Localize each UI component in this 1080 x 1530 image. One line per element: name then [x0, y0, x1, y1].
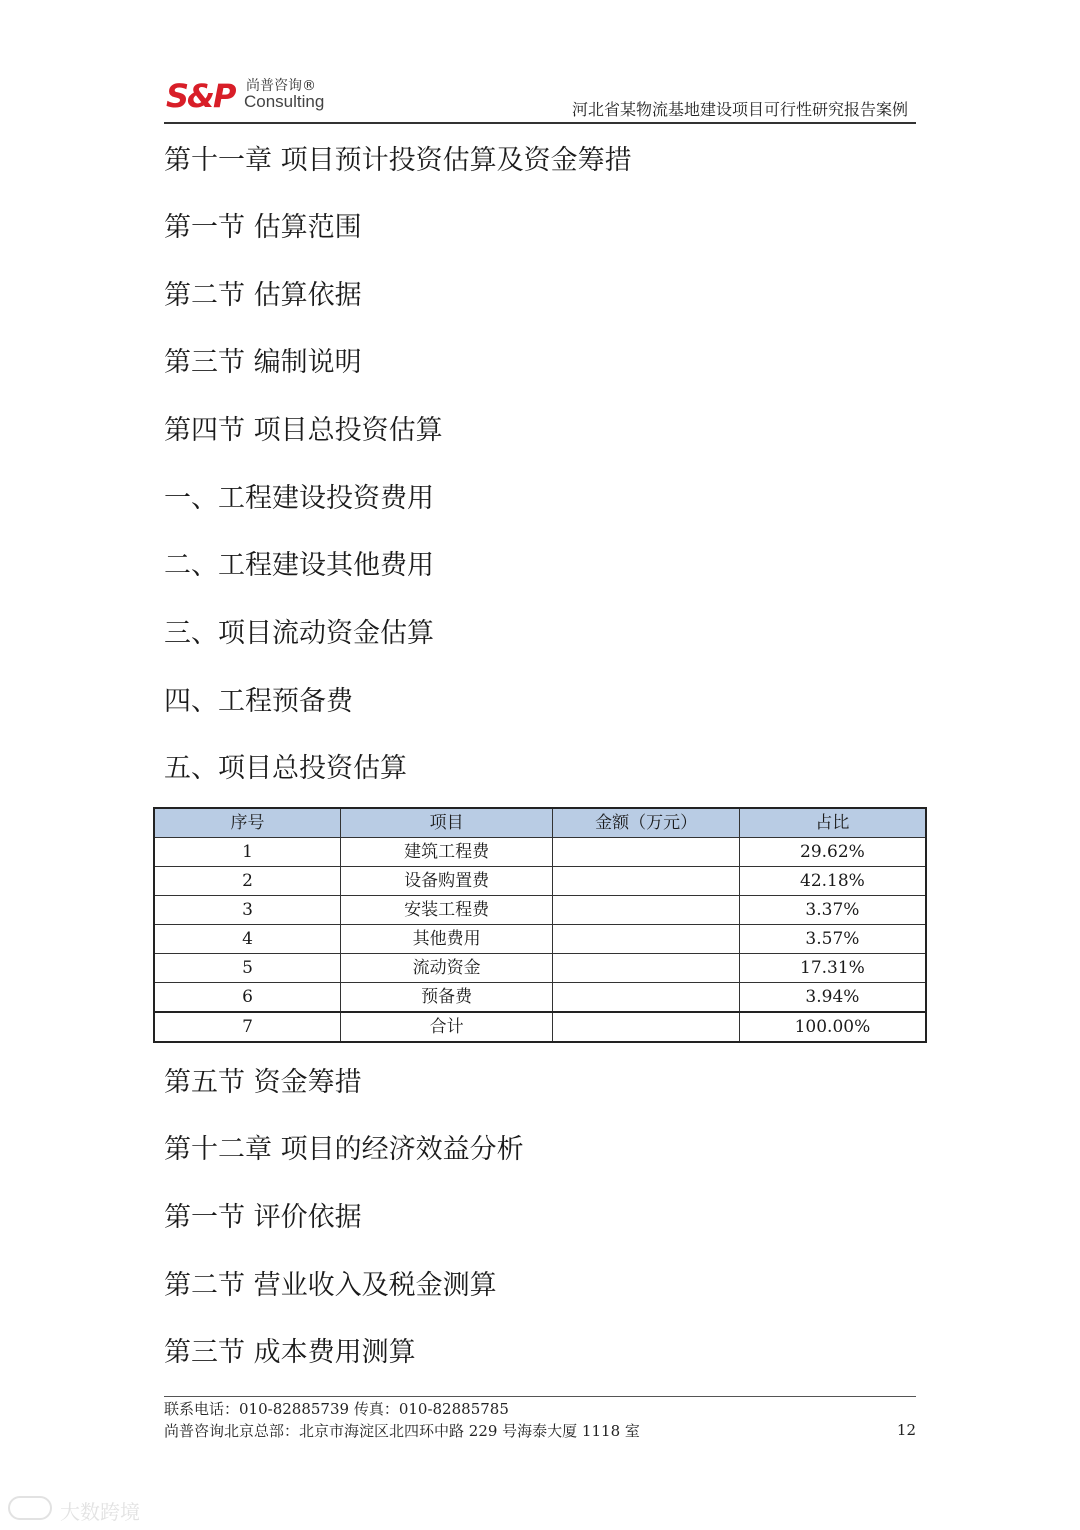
- cell-ratio: 3.57%: [739, 925, 926, 954]
- cell-item: 流动资金: [340, 954, 552, 983]
- cell-amount: [553, 1012, 740, 1042]
- table-row: [154, 954, 926, 983]
- watermark-logo-icon: [8, 1496, 52, 1520]
- cell-item: 其他费用: [340, 925, 552, 954]
- subsection-heading: 三、项目流动资金估算: [164, 618, 434, 649]
- section-heading: 第一节 评价依据: [164, 1202, 362, 1233]
- section-heading: 第二节 估算依据: [164, 280, 362, 311]
- section-heading: 第三节 成本费用测算: [164, 1337, 416, 1368]
- subsection-heading: 四、工程预备费: [164, 686, 353, 717]
- header-cell-amount: 金额（万元）: [553, 808, 740, 838]
- header-cell-item: 项目: [340, 808, 552, 838]
- section-heading: 第一节 估算范围: [164, 212, 362, 243]
- cell-index: 2: [154, 867, 340, 896]
- cell-amount: [553, 896, 740, 925]
- header-divider: [164, 122, 916, 124]
- cell-amount: [553, 867, 740, 896]
- watermark: [8, 1494, 148, 1524]
- document-title: 河北省某物流基地建设项目可行性研究报告案例: [571, 100, 908, 119]
- cell-index: 6: [154, 983, 340, 1013]
- cell-item: 合计: [340, 1012, 552, 1042]
- cell-amount: [553, 954, 740, 983]
- table-row: [154, 867, 926, 896]
- subsection-heading: 五、项目总投资估算: [164, 753, 407, 784]
- cell-ratio: 42.18%: [739, 867, 926, 896]
- header-cell-index: 序号: [154, 808, 340, 838]
- header-cell-ratio: 占比: [739, 808, 926, 838]
- cell-index: 3: [154, 896, 340, 925]
- table-row: [154, 925, 926, 954]
- cell-index: 7: [154, 1012, 340, 1042]
- cell-item: 建筑工程费: [340, 838, 552, 867]
- footer-contact: 联系电话：010-82885739 传真：010-82885785: [164, 1400, 509, 1418]
- section-heading: 第五节 资金筹措: [164, 1067, 362, 1098]
- cell-ratio: 29.62%: [739, 838, 926, 867]
- table-row: [154, 838, 926, 867]
- cell-item: 安装工程费: [340, 896, 552, 925]
- page-number: 12: [896, 1421, 916, 1439]
- investment-estimate-table: [153, 807, 927, 1043]
- logo-mark: S&P: [166, 77, 235, 115]
- table-header-row: [154, 808, 926, 838]
- logo-english-name: Consulting: [244, 92, 325, 111]
- section-heading: 第三节 编制说明: [164, 347, 362, 378]
- table-row: [154, 896, 926, 925]
- cell-index: 1: [154, 838, 340, 867]
- cell-amount: [553, 838, 740, 867]
- section-heading: 第二节 营业收入及税金测算: [164, 1270, 497, 1301]
- subsection-heading: 二、工程建设其他费用: [164, 550, 434, 581]
- table-total-row: [154, 1012, 926, 1042]
- footer-divider: [164, 1396, 916, 1397]
- company-logo: [166, 78, 336, 114]
- cell-item: 预备费: [340, 983, 552, 1013]
- cell-amount: [553, 925, 740, 954]
- table-row: [154, 983, 926, 1013]
- cell-ratio: 3.94%: [739, 983, 926, 1013]
- cell-index: 4: [154, 925, 340, 954]
- cell-index: 5: [154, 954, 340, 983]
- subsection-heading: 一、工程建设投资费用: [164, 483, 434, 514]
- chapter-heading: 第十一章 项目预计投资估算及资金筹措: [164, 145, 632, 176]
- footer-address: 尚普咨询北京总部：北京市海淀区北四环中路 229 号海泰大厦 1118 室: [164, 1422, 640, 1440]
- cell-ratio: 3.37%: [739, 896, 926, 925]
- cell-ratio: 17.31%: [739, 954, 926, 983]
- cell-ratio: 100.00%: [739, 1012, 926, 1042]
- cell-item: 设备购置费: [340, 867, 552, 896]
- cell-amount: [553, 983, 740, 1013]
- section-heading: 第四节 项目总投资估算: [164, 415, 443, 446]
- chapter-heading: 第十二章 项目的经济效益分析: [164, 1134, 524, 1165]
- logo-chinese-name: 尚普咨询®: [246, 78, 316, 94]
- watermark-text: 大数跨境: [60, 1500, 140, 1524]
